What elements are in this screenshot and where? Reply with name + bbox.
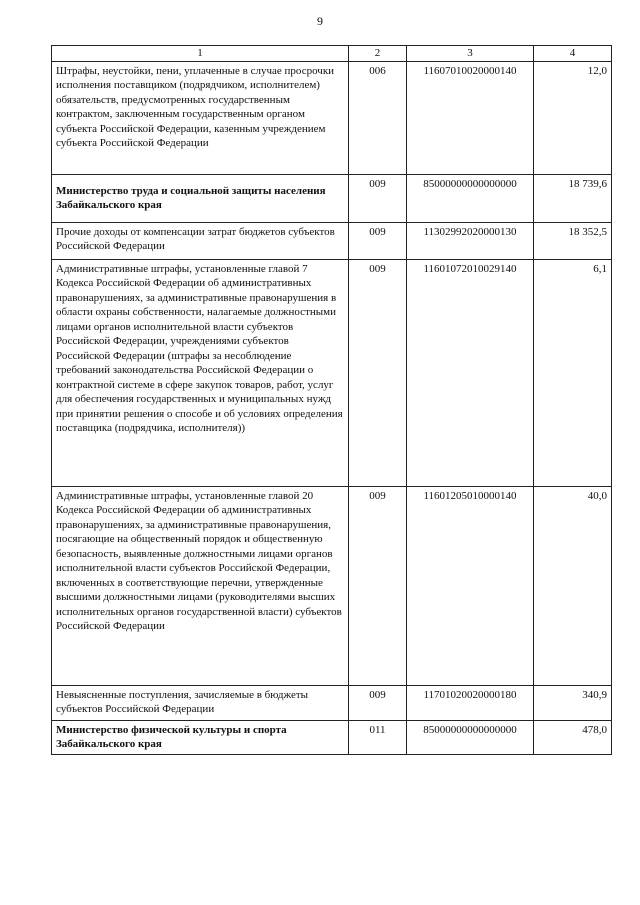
table-row	[52, 720, 612, 754]
row-amount-cell: 12,0	[534, 61, 612, 174]
row-amount-cell: 478,0	[534, 720, 612, 754]
table-row	[52, 61, 612, 174]
row-kbk-cell: 11701020020000180	[407, 685, 534, 720]
table-row	[52, 222, 612, 259]
column-header-3: 3	[407, 46, 534, 62]
row-code-cell: 009	[349, 174, 407, 222]
row-name-cell: Административные штрафы, установленные главой 7 Кодекса Российской Федерации об административных правонарушениях, за административные правонарушения в области охраны собственности, налагаемые должностными лицами органов исполнительной власти субъектов Российской Федерации, учреждениями субъектов Российской Федерации (штрафы за несоблюдение требований законодательства Российской Федерации о контрактной системе в сфере закупок товаров, работ, услуг для обеспечения государственных и муниципальных нужд при принятии решения о способе и об условиях определения поставщика (подрядчика, исполнителя))	[52, 259, 349, 486]
row-code-cell: 006	[349, 61, 407, 174]
row-name-cell: Министерство физической культуры и спорта Забайкальского края	[52, 720, 349, 754]
table-header-row	[52, 46, 612, 62]
row-amount-cell: 6,1	[534, 259, 612, 486]
table-row	[52, 685, 612, 720]
column-header-4: 4	[534, 46, 612, 62]
row-amount-cell: 340,9	[534, 685, 612, 720]
row-name-cell: Административные штрафы, установленные главой 20 Кодекса Российской Федерации об административных правонарушениях, за административные правонарушения, посягающие на общественный порядок и общественную безопасность, выявленные должностными лицами органов исполнительной власти субъектов Российской Федерации, включенных в соответствующие перечни, утвержденные высшими должностными лицами (руководителями высших исполнительных органов государственной власти) субъектов Российской Федерации	[52, 486, 349, 685]
column-header-1: 1	[52, 46, 349, 62]
row-kbk-cell: 85000000000000000	[407, 720, 534, 754]
table-row	[52, 259, 612, 486]
row-code-cell: 009	[349, 685, 407, 720]
row-name-cell: Прочие доходы от компенсации затрат бюджетов субъектов Российской Федерации	[52, 222, 349, 259]
row-code-cell: 009	[349, 222, 407, 259]
row-code-cell: 009	[349, 486, 407, 685]
row-kbk-cell: 11302992020000130	[407, 222, 534, 259]
row-name-cell: Министерство труда и социальной защиты населения Забайкальского края	[52, 174, 349, 222]
row-kbk-cell: 11601072010029140	[407, 259, 534, 486]
page-number: 9	[317, 14, 323, 28]
row-name-cell: Штрафы, неустойки, пени, уплаченные в случае просрочки исполнения поставщиком (подрядчиком, исполнителем) обязательств, предусмотренных государственным контрактом, заключенным государственным органом субъекта Российской Федерации, казенным учреждением субъекта Российской Федерации	[52, 61, 349, 174]
row-name-cell: Невыясненные поступления, зачисляемые в бюджеты субъектов Российской Федерации	[52, 685, 349, 720]
row-amount-cell: 40,0	[534, 486, 612, 685]
table-row	[52, 486, 612, 685]
row-amount-cell: 18 739,6	[534, 174, 612, 222]
row-code-cell: 009	[349, 259, 407, 486]
column-header-2: 2	[349, 46, 407, 62]
row-kbk-cell: 11601205010000140	[407, 486, 534, 685]
row-amount-cell: 18 352,5	[534, 222, 612, 259]
table-row	[52, 174, 612, 222]
revenue-table	[51, 45, 612, 755]
row-kbk-cell: 85000000000000000	[407, 174, 534, 222]
row-kbk-cell: 11607010020000140	[407, 61, 534, 174]
row-code-cell: 011	[349, 720, 407, 754]
